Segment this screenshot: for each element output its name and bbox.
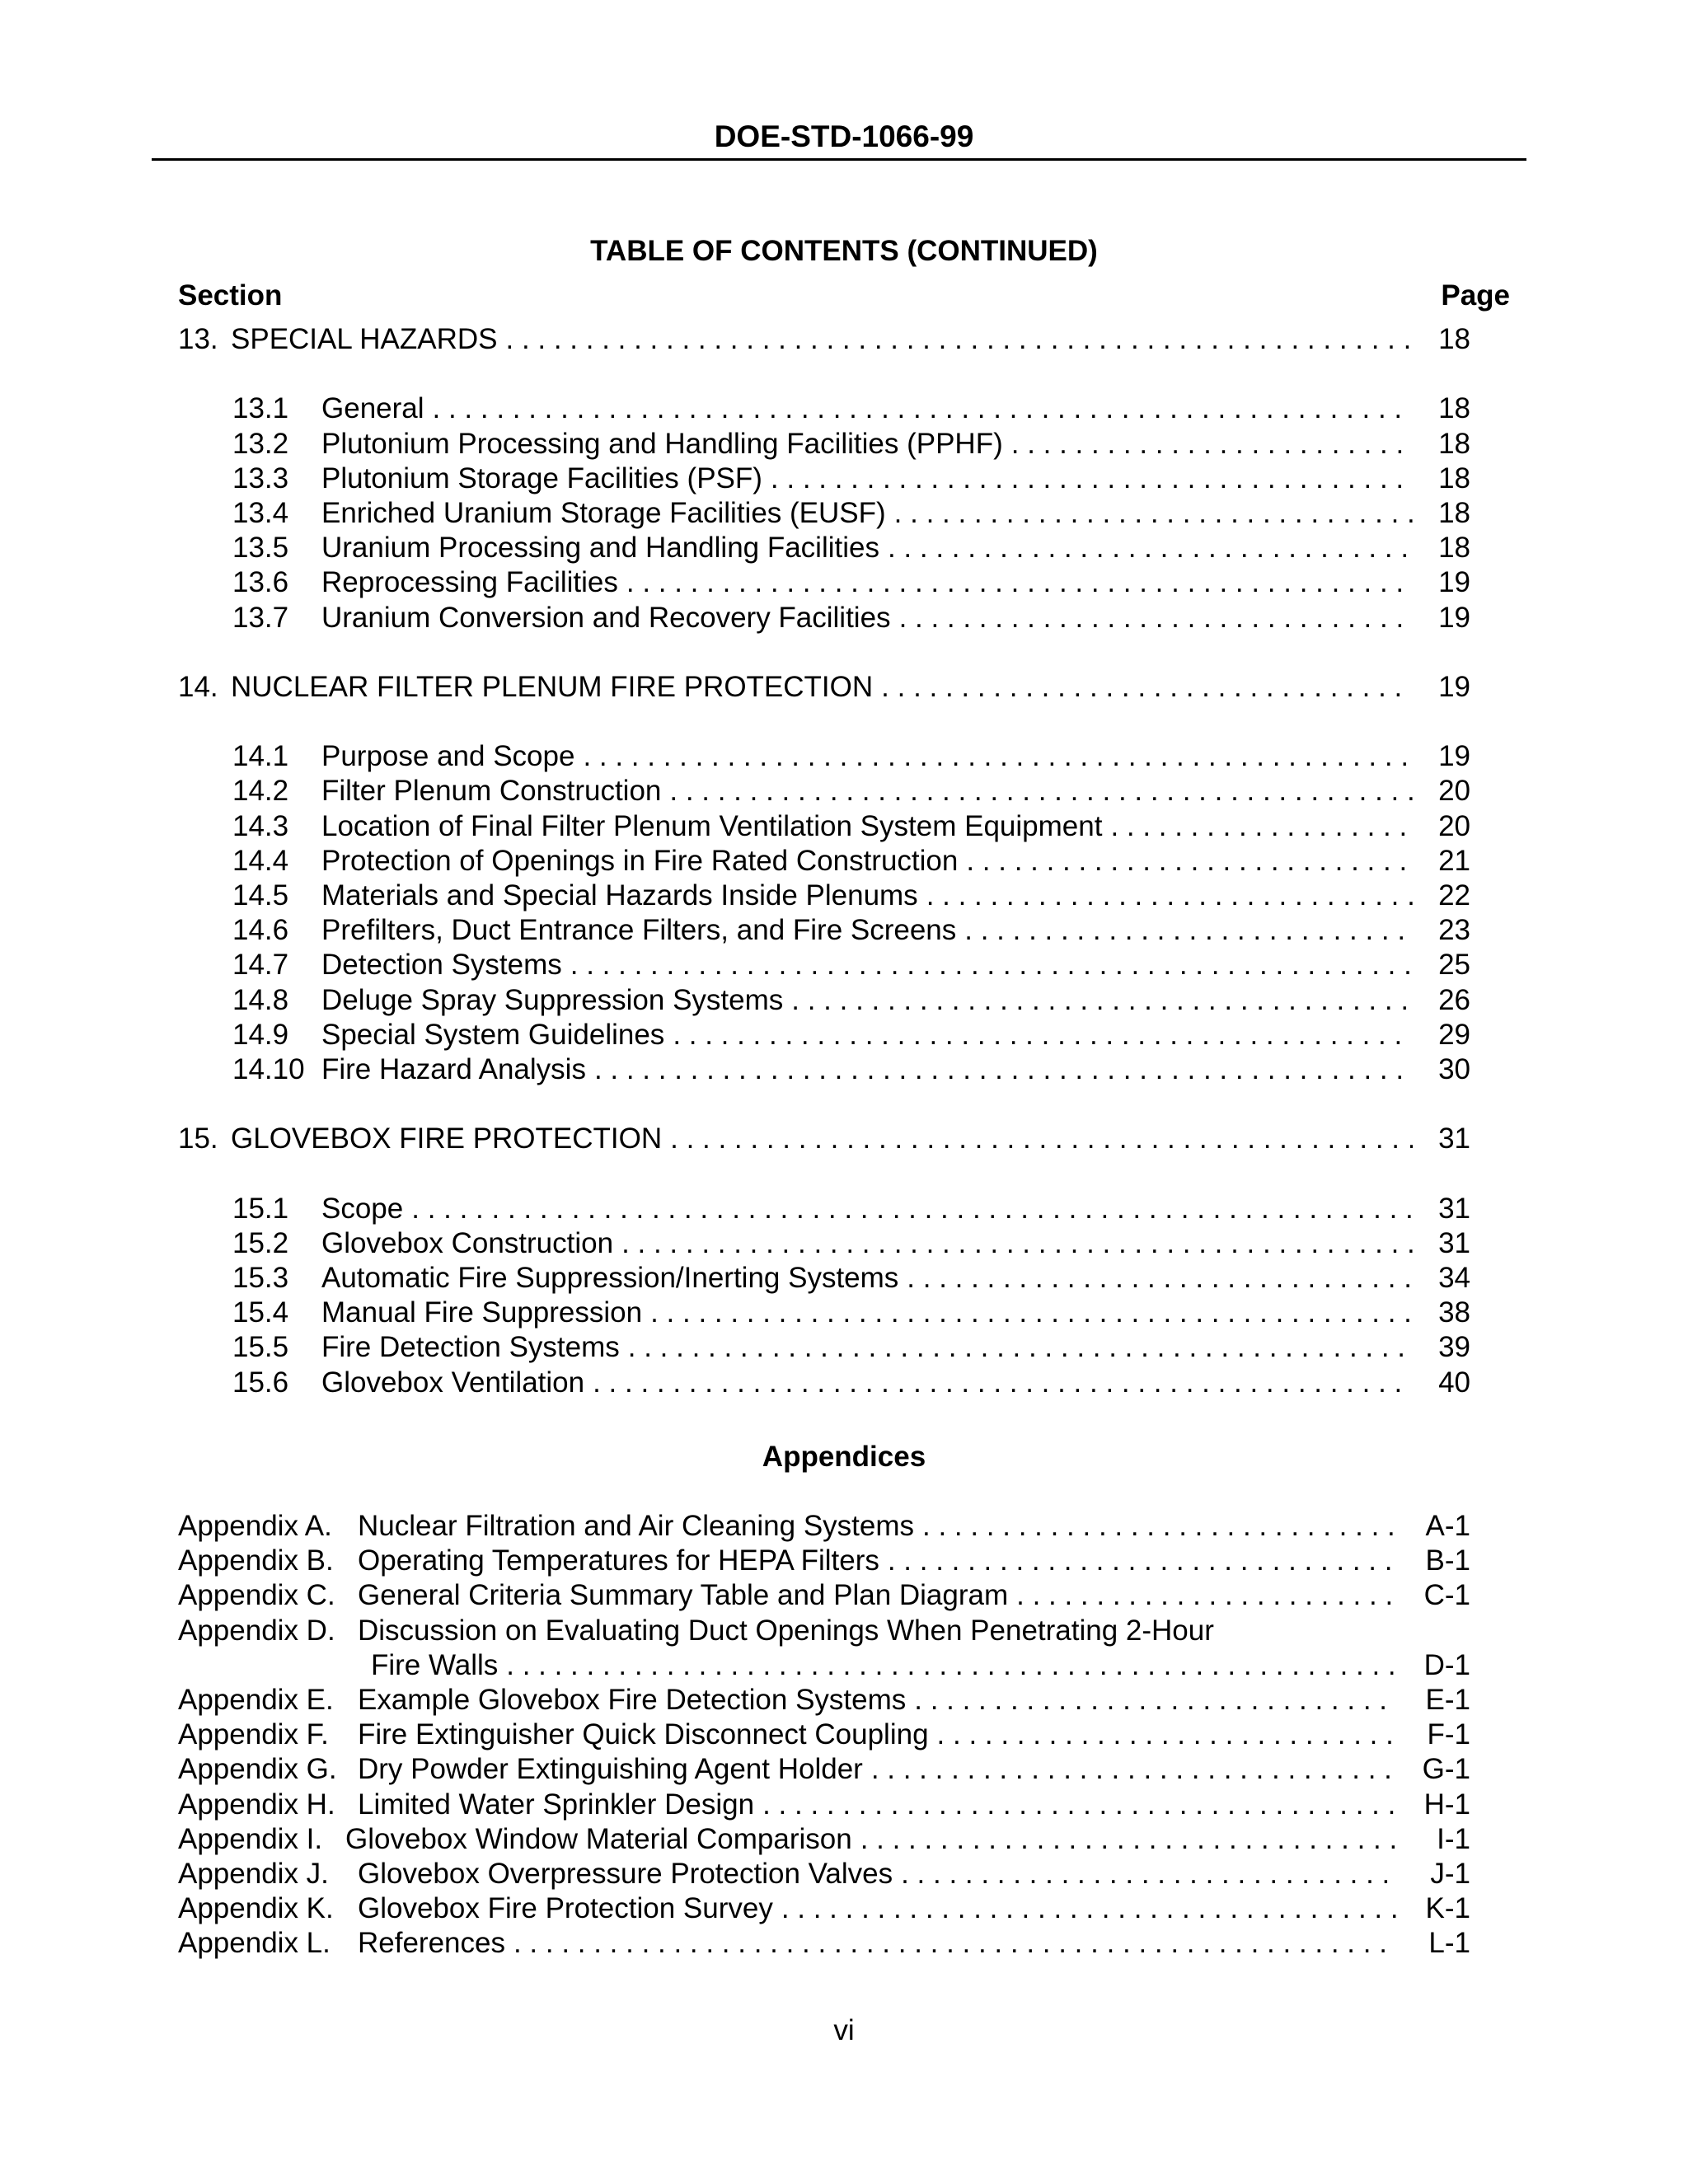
- section-column-label: Section: [178, 279, 283, 312]
- toc-entry[interactable]: [178, 1018, 1470, 1052]
- toc-entry[interactable]: [178, 496, 1470, 531]
- appendix-entry-page: I-1: [1437, 1822, 1470, 1855]
- appendix-entry-label: Dry Powder Extinguishing Agent Holder: [358, 1753, 863, 1786]
- appendix-entry[interactable]: [178, 1614, 1470, 1648]
- toc-entry[interactable]: [178, 739, 1470, 774]
- dot-leader: [894, 496, 1413, 531]
- appendix-entry-page: C-1: [1423, 1579, 1470, 1612]
- toc-entry-number: 14.9: [232, 1018, 289, 1051]
- toc-entry-label: Materials and Special Hazards Inside Plenums: [321, 879, 918, 912]
- dot-leader: [1016, 1578, 1396, 1613]
- toc-entry-number: 14.10: [232, 1052, 305, 1085]
- dot-leader: [594, 1052, 1413, 1087]
- toc-entry-label: Location of Final Filter Plenum Ventilation System Equipment: [321, 809, 1103, 842]
- appendix-entry[interactable]: [178, 1509, 1470, 1544]
- appendix-entry-number: Appendix D.: [178, 1614, 335, 1647]
- toc-entry-label: Detection Systems: [321, 949, 562, 982]
- toc-entry-page: 20: [1438, 775, 1470, 808]
- toc-entry-number: 14.3: [232, 809, 289, 842]
- dot-leader: [888, 531, 1413, 565]
- dot-leader: [506, 322, 1413, 357]
- dot-leader: [570, 948, 1413, 982]
- page-column-label: Page: [1441, 279, 1510, 312]
- toc-entry-page: 31: [1438, 1192, 1470, 1225]
- dot-leader: [628, 1330, 1413, 1365]
- toc-entry-page: 18: [1438, 392, 1470, 425]
- appendix-entry[interactable]: [178, 1544, 1470, 1578]
- toc-entry-label: GLOVEBOX FIRE PROTECTION: [231, 1122, 663, 1155]
- appendix-entry-number: Appendix J.: [178, 1857, 329, 1890]
- toc-entry-number: 15.4: [232, 1296, 289, 1329]
- toc-entry[interactable]: [178, 1226, 1470, 1261]
- toc-entry[interactable]: [178, 809, 1470, 844]
- appendix-entry-label: Operating Temperatures for HEPA Filters: [358, 1544, 879, 1577]
- appendix-entry-label: General Criteria Summary Table and Plan Diagram: [358, 1579, 1009, 1612]
- appendix-entry-number: Appendix E.: [178, 1683, 334, 1716]
- dot-leader: [621, 1226, 1413, 1261]
- toc-entry[interactable]: [178, 1296, 1470, 1330]
- dot-leader: [907, 1261, 1413, 1296]
- toc-entry-page: 20: [1438, 809, 1470, 842]
- toc-entry-label: Prefilters, Duct Entrance Filters, and Fire Screens: [321, 914, 957, 947]
- appendix-entry[interactable]: [178, 1683, 1470, 1718]
- dot-leader: [937, 1718, 1396, 1752]
- toc-entry-number: 13.7: [232, 601, 289, 634]
- dot-leader: [966, 844, 1413, 879]
- appendix-entry[interactable]: [178, 1752, 1470, 1787]
- dot-leader: [871, 1752, 1396, 1787]
- dot-leader: [899, 601, 1413, 635]
- toc-entry-page: 21: [1438, 844, 1470, 877]
- toc-entry-page: 19: [1438, 670, 1470, 703]
- toc-entry-page: 23: [1438, 914, 1470, 947]
- toc-entry[interactable]: [178, 774, 1470, 808]
- appendix-entry-page: H-1: [1423, 1788, 1470, 1821]
- toc-entry-page: 19: [1438, 566, 1470, 599]
- toc-entry-page: 39: [1438, 1331, 1470, 1364]
- appendix-entry-page: A-1: [1425, 1510, 1470, 1542]
- appendix-entry-page: L-1: [1428, 1927, 1470, 1960]
- toc-entry-label: Glovebox Ventilation: [321, 1366, 585, 1399]
- toc-entry-number: 14.2: [232, 775, 289, 808]
- appendix-entry[interactable]: [178, 1857, 1470, 1891]
- toc-entry-page: 18: [1438, 496, 1470, 529]
- dot-leader: [888, 1544, 1396, 1578]
- toc-entry-page: 25: [1438, 949, 1470, 982]
- toc-entry-page: 29: [1438, 1018, 1470, 1051]
- toc-entry-label: Plutonium Processing and Handling Facilities (PPHF): [321, 427, 1003, 460]
- toc-entry-label: Uranium Processing and Handling Facilities: [321, 532, 879, 565]
- appendix-entry-continuation[interactable]: [178, 1648, 1470, 1683]
- dot-leader: [901, 1857, 1396, 1891]
- dot-leader: [791, 983, 1413, 1018]
- appendix-entry-number: Appendix B.: [178, 1544, 334, 1577]
- toc-entry[interactable]: [178, 601, 1470, 635]
- dot-leader: [506, 1648, 1396, 1683]
- appendix-entry-number: Appendix A.: [178, 1510, 332, 1542]
- toc-entry-number: 13.1: [232, 392, 289, 425]
- toc-entry-label: Fire Hazard Analysis: [321, 1052, 586, 1085]
- toc-entry[interactable]: [178, 565, 1470, 600]
- toc-entry[interactable]: [178, 391, 1470, 426]
- toc-entry[interactable]: [178, 913, 1470, 948]
- appendix-entry-number: Appendix G.: [178, 1753, 337, 1786]
- toc-list: [178, 322, 1470, 1400]
- toc-entry-label: Deluge Spray Suppression Systems: [321, 983, 784, 1016]
- toc-entry[interactable]: [178, 844, 1470, 879]
- toc-entry-label: Automatic Fire Suppression/Inerting Systems: [321, 1262, 899, 1295]
- toc-entry-label: Reprocessing Facilities: [321, 566, 618, 599]
- dot-leader: [673, 1018, 1413, 1052]
- appendix-entry-label: Example Glovebox Fire Detection Systems: [358, 1683, 907, 1716]
- appendix-entry-number: Appendix H.: [178, 1788, 335, 1821]
- appendix-entry[interactable]: [178, 1788, 1470, 1822]
- toc-entry-page: 18: [1438, 462, 1470, 494]
- dot-leader: [1011, 427, 1413, 462]
- dot-leader: [626, 565, 1413, 600]
- appendix-entry-label-continued: Fire Walls: [371, 1648, 499, 1681]
- toc-entry-label: Scope: [321, 1192, 404, 1225]
- dot-leader: [583, 739, 1413, 774]
- toc-entry-label: Plutonium Storage Facilities (PSF): [321, 462, 762, 494]
- toc-entry-page: 38: [1438, 1296, 1470, 1329]
- toc-entry[interactable]: [178, 1052, 1470, 1087]
- dot-leader: [411, 1192, 1413, 1226]
- appendix-entry-number: Appendix L.: [178, 1927, 331, 1960]
- toc-entry-label: Special System Guidelines: [321, 1018, 665, 1051]
- toc-entry-page: 18: [1438, 323, 1470, 355]
- toc-entry[interactable]: [178, 322, 1470, 357]
- dot-leader: [433, 391, 1413, 426]
- page-number: vi: [833, 2014, 855, 2046]
- toc-entry-number: 14.7: [232, 949, 289, 982]
- dot-leader: [964, 913, 1413, 948]
- toc-entry[interactable]: [178, 427, 1470, 462]
- toc-entry-number: 15.2: [232, 1226, 289, 1259]
- dot-leader: [771, 462, 1413, 496]
- toc-entry-number: 14.8: [232, 983, 289, 1016]
- appendix-entry[interactable]: [178, 1578, 1470, 1613]
- dot-leader: [762, 1788, 1396, 1822]
- appendix-entry-number: Appendix K.: [178, 1892, 334, 1925]
- dot-leader: [513, 1926, 1396, 1961]
- toc-entry-page: 18: [1438, 427, 1470, 460]
- dot-leader: [881, 670, 1413, 705]
- toc-entry-page: 22: [1438, 879, 1470, 912]
- document-id: DOE-STD-1066-99: [714, 120, 974, 153]
- toc-entry-page: 19: [1438, 740, 1470, 773]
- toc-entry-number: 14.5: [232, 879, 289, 912]
- header-rule: [152, 158, 1526, 161]
- toc-entry-label: SPECIAL HAZARDS: [231, 323, 498, 355]
- toc-entry[interactable]: [178, 1366, 1470, 1400]
- toc-entry-number: 13.5: [232, 532, 289, 565]
- dot-leader: [670, 1122, 1413, 1156]
- toc-entry-number: 13.4: [232, 496, 289, 529]
- appendix-entry-number: Appendix F.: [178, 1718, 329, 1751]
- toc-entry-label: Enriched Uranium Storage Facilities (EUSF): [321, 496, 886, 529]
- toc-entry-number: 14.6: [232, 914, 289, 947]
- toc-entry-number: 14.4: [232, 844, 289, 877]
- toc-entry-page: 26: [1438, 983, 1470, 1016]
- toc-entry-number: 15.3: [232, 1262, 289, 1295]
- toc-entry-number: 13.3: [232, 462, 289, 494]
- appendix-list: [178, 1509, 1470, 1961]
- appendix-entry-label: Glovebox Window Material Comparison: [345, 1822, 852, 1855]
- toc-entry-label: General: [321, 392, 424, 425]
- toc-entry[interactable]: [178, 1192, 1470, 1226]
- toc-entry-label: Glovebox Construction: [321, 1226, 614, 1259]
- toc-entry-number: 15.6: [232, 1366, 289, 1399]
- toc-entry-label: Purpose and Scope: [321, 740, 575, 773]
- appendix-entry-number: Appendix I.: [178, 1822, 323, 1855]
- toc-title: TABLE OF CONTENTS (CONTINUED): [590, 235, 1098, 267]
- appendix-entry-page: E-1: [1425, 1683, 1470, 1716]
- toc-entry-page: 34: [1438, 1262, 1470, 1295]
- toc-entry[interactable]: [178, 948, 1470, 982]
- toc-entry-page: 31: [1438, 1226, 1470, 1259]
- appendix-entry-page: G-1: [1422, 1753, 1470, 1786]
- toc-entry-number: 15.1: [232, 1192, 289, 1225]
- appendix-entry[interactable]: [178, 1822, 1470, 1857]
- toc-entry[interactable]: [178, 983, 1470, 1018]
- toc-entry-label: Filter Plenum Construction: [321, 775, 662, 808]
- toc-entry[interactable]: [178, 1261, 1470, 1296]
- toc-entry[interactable]: [178, 1122, 1470, 1156]
- toc-entry[interactable]: [178, 531, 1470, 565]
- dot-leader: [669, 774, 1413, 808]
- appendix-entry[interactable]: [178, 1926, 1470, 1961]
- dot-leader: [593, 1366, 1413, 1400]
- toc-entry-label: Fire Detection Systems: [321, 1331, 620, 1364]
- appendix-entry[interactable]: [178, 1891, 1470, 1926]
- toc-entry-page: 30: [1438, 1052, 1470, 1085]
- toc-entry-label: Manual Fire Suppression: [321, 1296, 643, 1329]
- appendix-entry-page: B-1: [1425, 1544, 1470, 1577]
- toc-entry-number: 14.1: [232, 740, 289, 773]
- dot-leader: [914, 1683, 1396, 1718]
- toc-entry[interactable]: [178, 879, 1470, 913]
- dot-leader: [926, 879, 1413, 913]
- toc-entry-label: NUCLEAR FILTER PLENUM FIRE PROTECTION: [231, 670, 874, 703]
- appendix-entry-label: Discussion on Evaluating Duct Openings When Penetrating 2-Hour: [358, 1614, 1214, 1647]
- appendix-entry-label: Nuclear Filtration and Air Cleaning Systems: [358, 1510, 915, 1542]
- appendix-entry-label: Fire Extinguisher Quick Disconnect Coupling: [358, 1718, 929, 1751]
- appendix-entry[interactable]: [178, 1718, 1470, 1752]
- toc-entry-label: Uranium Conversion and Recovery Facilities: [321, 601, 891, 634]
- toc-entry-page: 31: [1438, 1122, 1470, 1155]
- appendix-entry-label: Limited Water Sprinkler Design: [358, 1788, 755, 1821]
- toc-entry-page: 19: [1438, 601, 1470, 634]
- toc-entry-number: 13.6: [232, 566, 289, 599]
- dot-leader: [781, 1891, 1396, 1926]
- appendices-heading: Appendices: [762, 1441, 926, 1473]
- toc-entry-number: 15.5: [232, 1331, 289, 1364]
- toc-entry-number: 14.: [178, 670, 218, 703]
- dot-leader: [860, 1822, 1396, 1857]
- toc-column-headers: [178, 278, 1510, 314]
- toc-entry-label: Protection of Openings in Fire Rated Construction: [321, 844, 959, 877]
- toc-entry-number: 13.2: [232, 427, 289, 460]
- appendix-entry-page: D-1: [1423, 1648, 1470, 1681]
- toc-entry-number: 15.: [178, 1122, 218, 1155]
- appendix-entry-number: Appendix C.: [178, 1579, 335, 1612]
- dot-leader: [650, 1296, 1413, 1330]
- appendix-entry-page: J-1: [1430, 1857, 1470, 1890]
- toc-entry[interactable]: [178, 670, 1470, 705]
- appendix-entry-label: References: [358, 1927, 505, 1960]
- appendix-entry-label: Glovebox Overpressure Protection Valves: [358, 1857, 893, 1890]
- toc-entry[interactable]: [178, 1330, 1470, 1365]
- toc-entry[interactable]: [178, 462, 1470, 496]
- toc-entry-page: 40: [1438, 1366, 1470, 1399]
- appendix-entry-page: F-1: [1427, 1718, 1470, 1751]
- toc-entry-number: 13.: [178, 323, 218, 355]
- toc-entry-page: 18: [1438, 532, 1470, 565]
- appendix-entry-label: Glovebox Fire Protection Survey: [358, 1892, 773, 1925]
- dot-leader: [1110, 809, 1413, 844]
- dot-leader: [922, 1509, 1396, 1544]
- appendix-entry-page: K-1: [1425, 1892, 1470, 1925]
